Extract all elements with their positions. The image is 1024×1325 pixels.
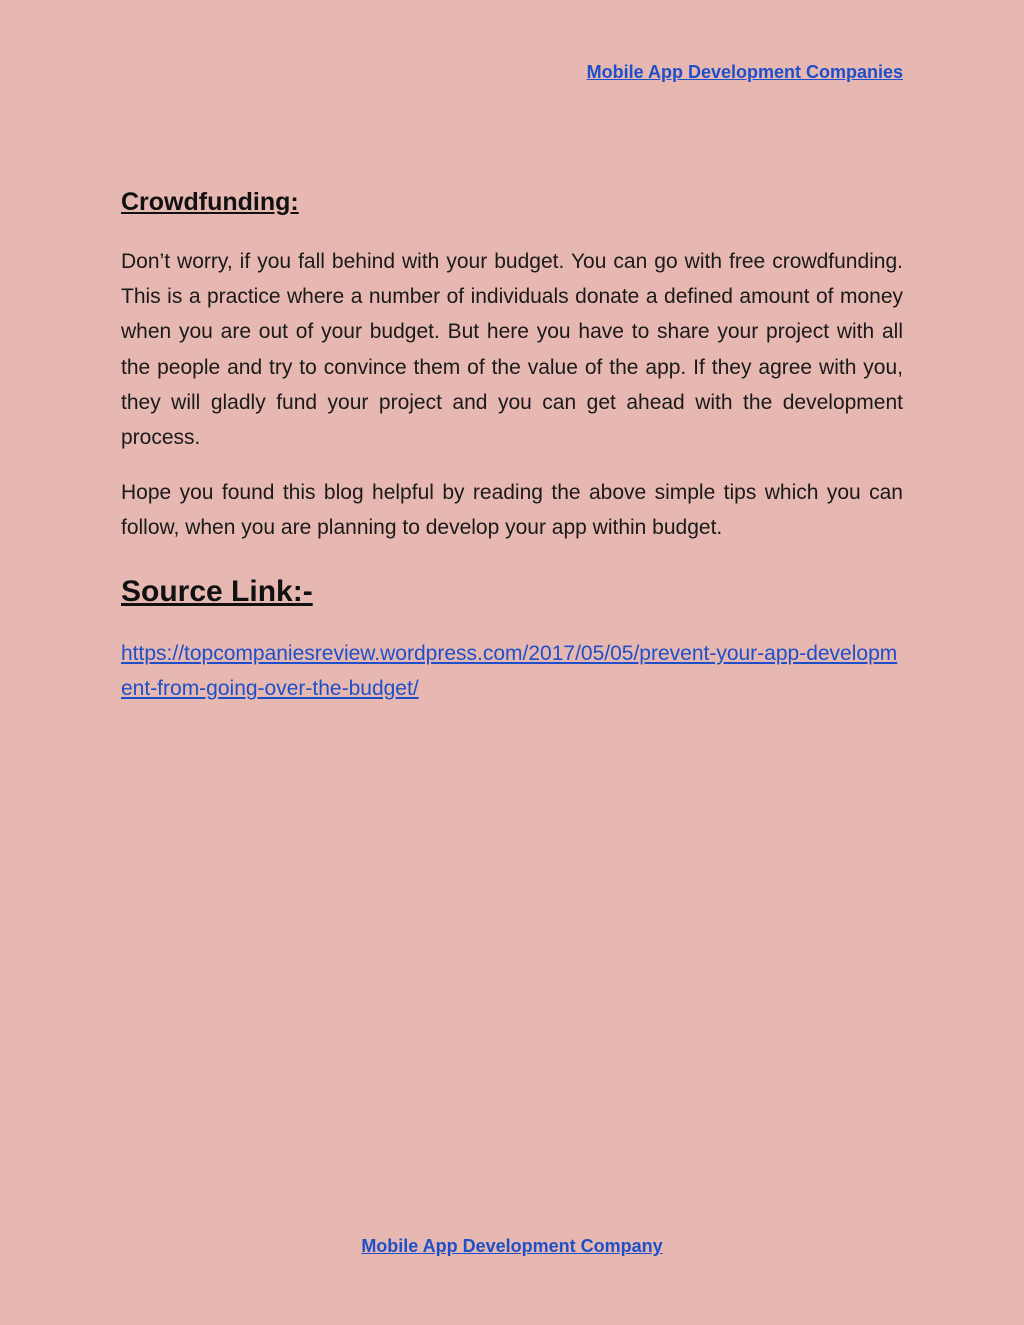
footer-link[interactable]: Mobile App Development Company [361, 1236, 663, 1256]
source-url-link[interactable]: https://topcompaniesreview.wordpress.com/2017/05/05/prevent-your-app-development-from-going-over-the-budget/ [121, 641, 898, 700]
main-content [121, 184, 903, 706]
crowdfunding-heading: Crowdfunding: [121, 188, 299, 216]
crowdfunding-paragraph: Don’t worry, if you fall behind with your budget. You can go with free crowdfunding. This is a practice where a number of individuals donate a defined amount of money when you are out of your budget. But here you have to share your project with all the people and try to convince them of the value of the app. If they agree with you, they will gladly fund your project and you can get ahead with the development process. [121, 250, 903, 450]
header-link[interactable]: Mobile App Development Companies [586, 62, 903, 82]
source-link-heading: Source Link:- [121, 574, 313, 608]
conclusion-paragraph: Hope you found this blog helpful by reading the above simple tips which you can follow, when you are planning to develop your app within budget. [121, 481, 903, 540]
